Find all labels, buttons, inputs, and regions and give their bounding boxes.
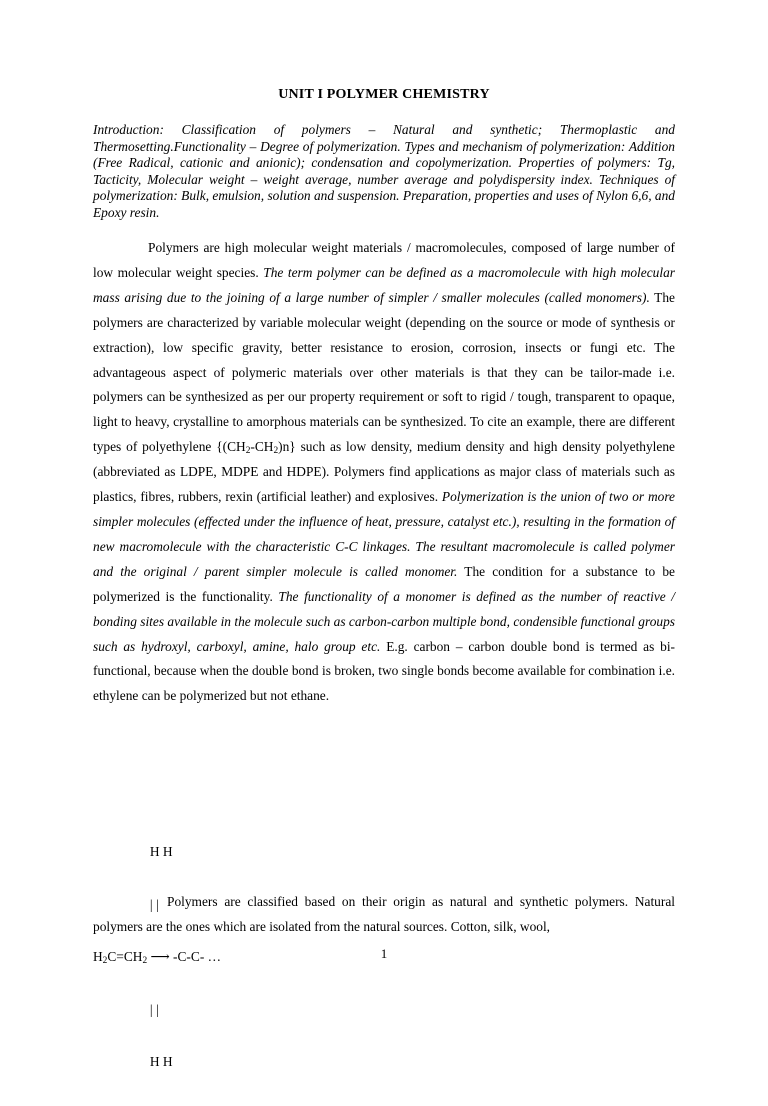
text-run: Polymers are high molecular weight materials / macromolecules, composed of large number of low molecular weight species. bbox=[93, 240, 675, 280]
text-run: ⟶ -C-C- … bbox=[147, 949, 222, 964]
text-run: H bbox=[93, 949, 103, 964]
subscript: 2 bbox=[245, 446, 251, 457]
equation-line: | | bbox=[93, 1001, 159, 1017]
subscript: 2 bbox=[102, 956, 108, 966]
definition-functionality: The functionality of a monomer is defined as the number of reactive / bonding sites available in the molecule such as carbon-carbon multiple bond, condensible functional groups such as hydroxyl, carboxyl, amine, halo group etc. bbox=[93, 588, 675, 654]
classification-paragraph bbox=[93, 889, 675, 939]
page-number: 1 bbox=[380, 946, 388, 961]
text-run: The polymers are characterized by variable molecular weight (depending on the source or mode of synthesis or extraction), low specific gravity, better resistance to erosion, corrosion, insects or fungi etc. The advantageous aspect of polymeric materials over other materials is that they can be tailor-made i.e. polymers can be synthesized as per our property requirement or soft to rigid / tough, transparent to opaque, light to heavy, crystalline to amorphous materials can be synthesized. To cite an example, there are different types of polyethylene {(CH bbox=[93, 289, 675, 455]
definition-polymer: The term polymer can be defined as a macromolecule with high molecular mass arising due to the joining of a large number of simpler / smaller molecules (called monomers). bbox=[93, 264, 675, 305]
subscript: 2 bbox=[142, 956, 148, 966]
subscript: 2 bbox=[273, 446, 279, 457]
definition-polymerization: Polymerization is the union of two or more simpler molecules (effected under the influence of heat, pressure, catalyst etc.), resulting in the formation of new macromolecule with the characteristic C-C linkages. The resultant macromolecule is called polymer and the original / parent simpler molecule is called monomer. bbox=[93, 489, 675, 579]
equation-line: | | bbox=[93, 896, 159, 912]
text-run: C=CH bbox=[107, 949, 143, 964]
body-text bbox=[93, 236, 675, 709]
intro-paragraph bbox=[93, 236, 675, 709]
text-run: )n} such as low density, medium density and high density polyethylene (abbreviated as LDPE, MDPE and HDPE). Polymers find applications as major class of materials such as plastics, fibres, rubbers, rexin (artificial leather) and explosives. bbox=[93, 439, 675, 505]
equation-line: H H bbox=[93, 1054, 173, 1069]
classification-text: Polymers are classified based on their origin as natural and synthetic polymers. Natural polymers are the ones which are isolated from the natural sources. Cotton, silk, wool, bbox=[93, 894, 675, 934]
syllabus-paragraph: Introduction: Classification of polymers – Natural and synthetic; Thermoplastic and Thermosetting.Functionality – Degree of polymerization. Types and mechanism of polymerization: Addition (Free Radical, cationic and anionic); condensation and copolymerization. Properties of polymers: Tg, Tacticity, Molecular weight – weight average, number average and polydispersity index. Techniques of polymerization: Bulk, emulsion, solution and suspension. Preparation, properties and uses of Nylon 6,6, and Epoxy resin. bbox=[93, 122, 675, 220]
text-run: E.g. carbon – carbon double bond is termed as bi-functional, because when the double bond is broken, two single bonds become available for combination i.e. ethylene can be polymerized but not ethane. bbox=[93, 638, 675, 704]
text-run: -CH bbox=[250, 439, 274, 455]
text-run: The condition for a substance to be polymerized is the functionality. bbox=[93, 563, 675, 604]
equation-line: H H bbox=[93, 844, 173, 859]
page-title: UNIT I POLYMER CHEMISTRY bbox=[278, 87, 490, 102]
